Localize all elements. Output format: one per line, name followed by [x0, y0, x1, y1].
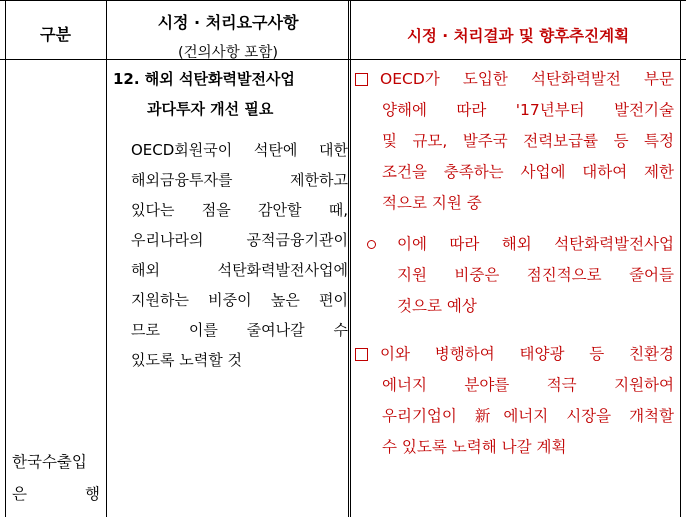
request-body-line: 있도록 노력할 것	[131, 351, 242, 369]
result-cell	[352, 64, 674, 463]
result-line: 수 있도록 노력해 나갈 계획	[382, 438, 567, 456]
result-line: 이와 병행하여 태양광 등 친환경	[380, 345, 674, 363]
result-line: 적으로 지원 중	[382, 194, 482, 212]
request-title	[113, 64, 348, 124]
square-bullet-icon	[355, 73, 368, 86]
table-left-border	[5, 0, 6, 517]
header-result: 시정 · 처리결과 및 향후추진계획	[406, 27, 630, 45]
result-paragraph-3	[352, 339, 674, 463]
organization-name	[12, 446, 102, 510]
request-title-line-1: 12. 해외 석탄화력발전사업	[113, 70, 295, 88]
column-divider-2	[348, 0, 349, 517]
request-body-line: 우리나라의 공적금융기관이	[131, 231, 348, 249]
header-category: 구분	[40, 25, 71, 44]
result-line: 및 규모, 발주국 전력보급률 등 특정	[382, 132, 674, 150]
result-line: 조건을 충족하는 사업에 대하여 제한	[382, 163, 674, 181]
organization-name-line-1: 한국수출입	[12, 453, 87, 471]
request-body-line: 해외금융투자를 제한하고	[131, 171, 348, 189]
result-line: 것으로 예상	[397, 297, 477, 315]
result-line: 에너지 분야를 적극 지원하여	[382, 376, 674, 394]
request-body-line: OECD회원국이 석탄에 대한	[131, 141, 348, 159]
request-body	[113, 135, 348, 375]
header-request	[109, 10, 347, 62]
organization-name-line-2: 은 행	[12, 485, 100, 503]
square-bullet-icon	[355, 348, 368, 361]
request-body-line: 지원하는 비중이 높은 편이	[131, 291, 348, 309]
result-paragraph-1	[352, 64, 674, 219]
circle-bullet-icon	[367, 240, 376, 249]
table-top-border	[0, 0, 686, 1]
request-body-line: 므로 이를 줄여나갈 수	[131, 321, 348, 339]
request-body-line: 있다는 점을 감안할 때,	[131, 201, 348, 219]
result-line: OECD가 도입한 석탄화력발전 부문	[380, 70, 674, 88]
request-title-line-2: 과다투자 개선 필요	[147, 100, 274, 118]
request-cell	[113, 64, 348, 375]
result-line: 양해에 따라 '17년부터 발전기술	[382, 101, 674, 119]
request-body-line: 해외 석탄화력발전사업에	[131, 261, 348, 279]
header-request-subtitle: (건의사항 포함)	[178, 45, 278, 61]
result-paragraph-2	[352, 229, 674, 322]
result-line: 우리기업이 新에너지 시장을 개척할	[382, 407, 674, 425]
result-line: 지원 비중은 점진적으로 줄어들	[397, 266, 674, 284]
table-right-border	[680, 0, 681, 517]
column-divider-2b	[350, 0, 351, 517]
result-line: 이에 따라 해외 석탄화력발전사업	[397, 235, 674, 253]
header-request-title: 시정 · 처리요구사항	[157, 13, 299, 32]
column-divider-1	[106, 0, 107, 517]
